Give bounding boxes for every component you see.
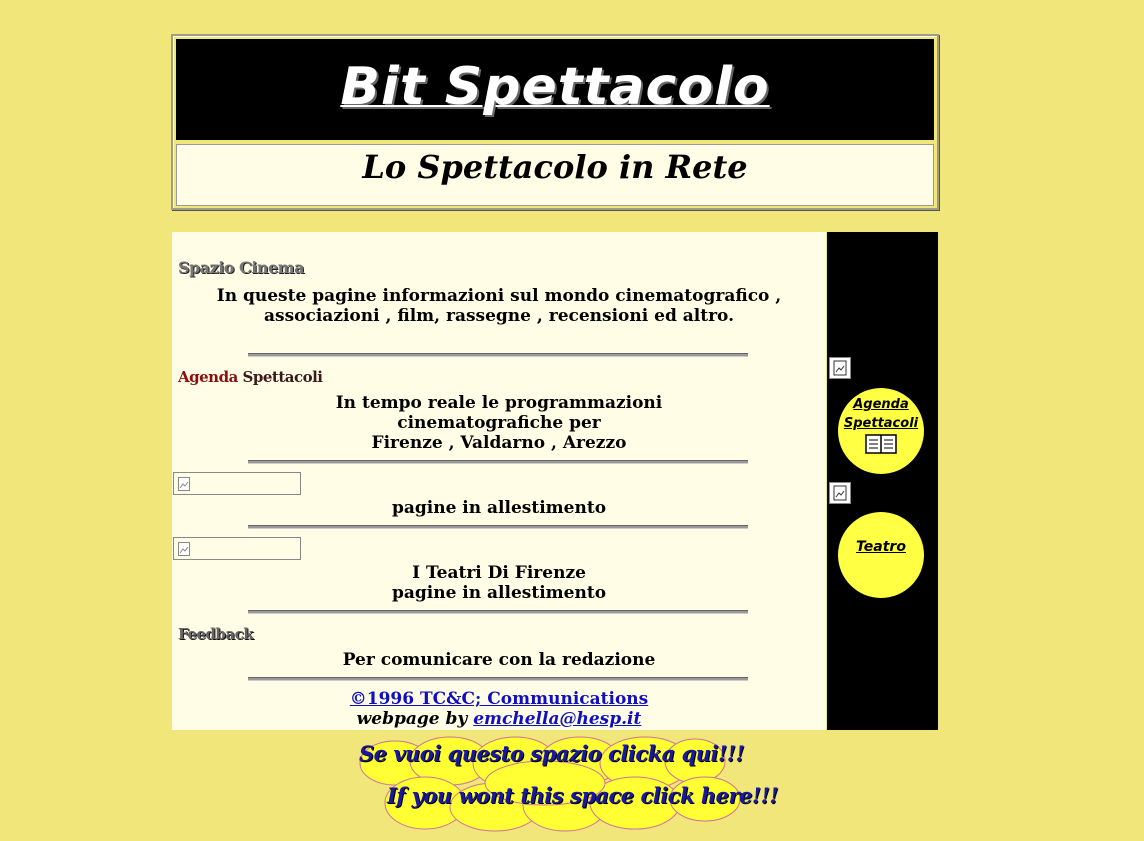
broken-image-icon — [178, 477, 190, 491]
feedback-heading[interactable]: Feedback — [178, 625, 254, 643]
main-content — [172, 232, 826, 730]
header-frame — [171, 34, 939, 210]
spazio-cinema-heading-b: Cinema — [239, 258, 304, 277]
webpage-prefix: webpage by — [356, 709, 468, 729]
copyright-line — [172, 689, 826, 709]
agenda-heading-a: Agenda — [178, 368, 238, 386]
image-placeholder-icon — [830, 483, 850, 503]
ad-banner[interactable] — [355, 733, 779, 833]
image-placeholder-icon — [830, 358, 850, 378]
book-icon — [865, 433, 897, 455]
email-link[interactable]: emchella@hesp.it — [473, 709, 642, 729]
broken-image-link[interactable] — [173, 472, 301, 495]
divider — [248, 677, 748, 681]
sidebar — [827, 232, 938, 730]
broken-image-link[interactable] — [173, 537, 301, 560]
webpage-credit — [172, 709, 826, 729]
teatri-title: I Teatri Di Firenze — [412, 563, 586, 583]
subtitle-box — [176, 144, 934, 206]
spazio-cinema-heading-a: Spazio — [178, 258, 234, 277]
agenda-spettacoli-heading[interactable] — [178, 368, 323, 386]
teatro-button-label: Teatro — [856, 539, 906, 555]
divider — [248, 525, 748, 529]
broken-image-icon[interactable] — [829, 357, 851, 379]
divider — [248, 610, 748, 614]
agenda-button-label-2: Spettacoli — [843, 416, 919, 431]
ad-text-italian[interactable]: Se vuoi questo spazio clicka qui!!! — [359, 741, 745, 766]
feedback-desc: Per comunicare con la redazione — [342, 650, 656, 670]
divider — [248, 460, 748, 464]
agenda-desc-line1: In tempo reale le programmazioni — [335, 393, 663, 413]
cinema-desc-line1: In queste pagine informazioni sul mondo cinematografico , — [216, 286, 782, 306]
teatro-button[interactable] — [838, 512, 924, 598]
copyright-link[interactable]: ©1996 TC&C; Communications — [349, 689, 649, 709]
ad-text-english[interactable]: If you wont this space click here!!! — [387, 783, 779, 808]
cinema-desc-line2: associazioni , film, rassegne , recensioni ed altro. — [264, 306, 734, 326]
agenda-spettacoli-button[interactable] — [838, 388, 924, 474]
agenda-heading-b: Spettacoli — [242, 368, 323, 386]
site-subtitle: Lo Spettacolo in Rete — [362, 148, 748, 186]
spazio-cinema-heading[interactable] — [178, 258, 304, 277]
broken-image-icon[interactable] — [829, 482, 851, 504]
site-logo[interactable]: Bit Spettacolo — [340, 57, 770, 117]
agenda-button-label-1: Agenda — [853, 397, 909, 412]
agenda-desc-line2: cinematografiche per — [397, 413, 601, 433]
broken-image-icon — [178, 542, 190, 556]
banner — [176, 39, 934, 140]
placeholder-text: pagine in allestimento — [391, 498, 607, 518]
teatri-status: pagine in allestimento — [391, 583, 607, 603]
agenda-desc-line3: Firenze , Valdarno , Arezzo — [371, 433, 627, 453]
divider — [248, 353, 748, 357]
